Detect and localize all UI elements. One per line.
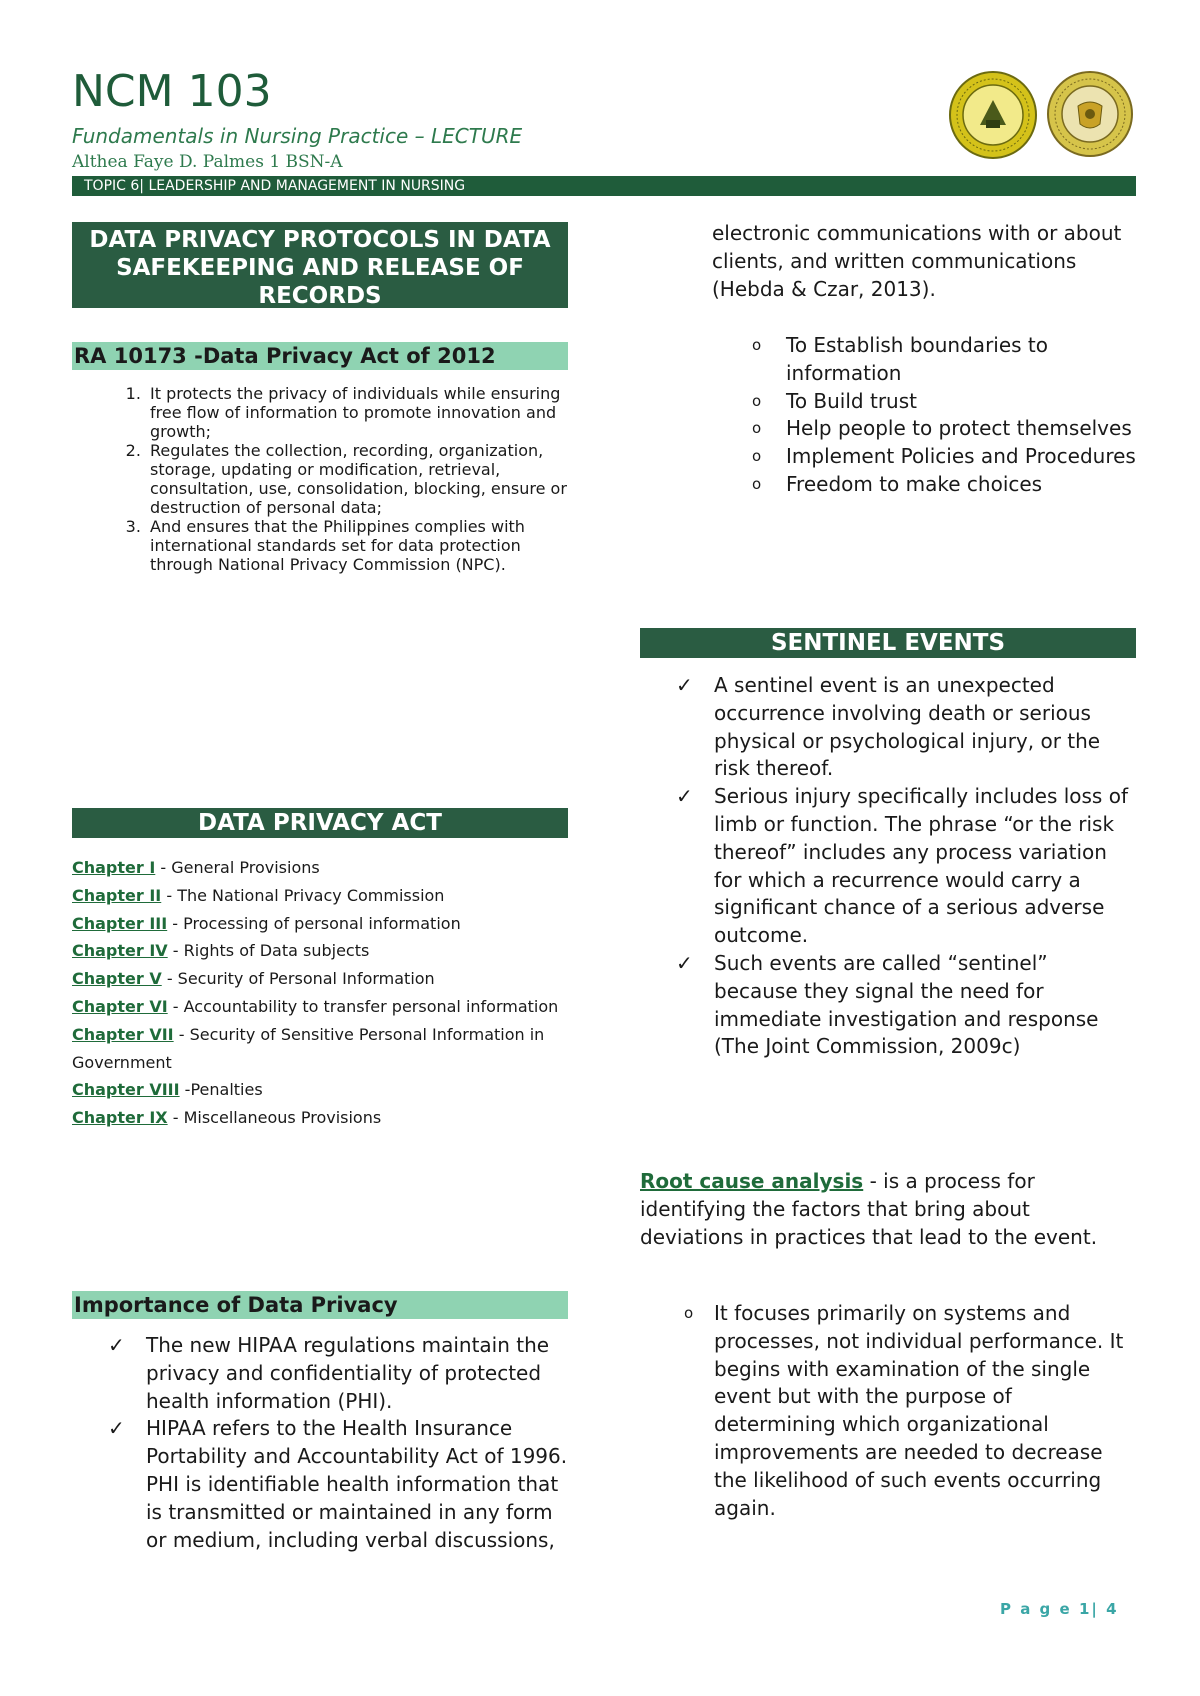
list-item (640, 471, 1136, 499)
importance-list (72, 1332, 568, 1554)
circle-bullet-icon: o (752, 447, 762, 466)
chapter-desc: - Processing of personal information (167, 913, 461, 933)
sentinel-list (640, 672, 1136, 1061)
list-item (640, 415, 1136, 443)
chapter-4-link[interactable]: Chapter IV (72, 941, 168, 961)
circle-bullet-icon: o (752, 391, 762, 410)
list-item-text: To Establish boundaries to information (786, 333, 1049, 385)
list-item-text: Such events are called “sentinel” because they signal the need for immediate investigation and response (The Joint Commission, 2009c) (714, 950, 1099, 1059)
purposes-list-block (640, 332, 1136, 499)
circle-bullet-icon: o (752, 419, 762, 438)
list-item-text: HIPAA refers to the Health Insurance Portability and Accountability Act of 1996. PHI is identifiable health information that is transmitted or maintained in any form or medium, including verbal discussions, (146, 1416, 568, 1552)
chapter-desc: - Security of Personal Information (161, 969, 435, 989)
rca-paragraph-block (640, 1168, 1136, 1251)
list-item (640, 1300, 1136, 1522)
chapter-item (72, 854, 568, 882)
chapter-9-link[interactable]: Chapter IX (72, 1108, 168, 1128)
checkmark-icon: ✓ (676, 784, 693, 809)
importance-heading: Importance of Data Privacy (72, 1291, 568, 1319)
college-seal-logo-1 (948, 70, 1038, 160)
chapter-3-link[interactable]: Chapter III (72, 913, 168, 933)
sentinel-list-block (640, 672, 1136, 1061)
list-item-text: It focuses primarily on systems and processes, not individual performance. It begins with examination of the single event but with the purpose of determining which organizational improvements are needed to decrease the likelihood of such events occurring again. (714, 1301, 1124, 1520)
chapter-1-link[interactable]: Chapter I (72, 858, 156, 877)
list-item: 3. And ensures that the Philippines complies with international standards set for data protection through National Privacy Commission (NPC). (146, 517, 568, 574)
rca-list (640, 1300, 1136, 1522)
chapter-item (72, 1021, 568, 1077)
chapter-desc: - Security of Sensitive Personal Information in Government (72, 1024, 545, 1072)
doc-author: Althea Faye D. Palmes 1 BSN-A (72, 152, 343, 172)
data-privacy-act-heading: DATA PRIVACY ACT (72, 808, 568, 838)
page-total: 4 (1106, 1600, 1119, 1618)
list-item: 1. It protects the privacy of individuals while ensuring free flow of information to promote innovation and growth; (146, 384, 568, 441)
list-item (72, 1332, 568, 1415)
checkmark-icon: ✓ (108, 1416, 125, 1441)
page-label: P a g e (1000, 1600, 1072, 1618)
list-item-text: A sentinel event is an unexpected occurrence involving death or serious physical or psychological injury, or the risk thereof. (714, 673, 1101, 781)
rca-list-block (640, 1300, 1136, 1522)
ra-10173-list-block (72, 384, 568, 574)
rca-term-link[interactable]: Root cause analysis (640, 1169, 864, 1193)
list-item (640, 950, 1136, 1061)
list-item-text: To Build trust (786, 388, 917, 413)
list-item (640, 388, 1136, 416)
chapter-desc: - Accountability to transfer personal information (167, 996, 559, 1016)
continuation-text (712, 220, 1122, 303)
continuation-paragraph: electronic communications with or about clients, and written communications (Hebda & Czar, 2013). (712, 221, 1122, 301)
chapter-7-link[interactable]: Chapter VII (72, 1024, 174, 1044)
list-item (72, 1415, 568, 1554)
list-item (640, 672, 1136, 783)
doc-title: NCM 103 (72, 66, 272, 117)
chapter-item (72, 965, 568, 993)
doc-subtitle: Fundamentals in Nursing Practice – LECTURE (72, 124, 523, 148)
importance-list-block (72, 1332, 568, 1554)
page-number: 1 (1078, 1600, 1092, 1618)
chapter-list (72, 854, 568, 1132)
chapter-desc: -Penalties (179, 1080, 263, 1100)
checkmark-icon: ✓ (676, 673, 693, 697)
section-title-data-privacy-protocols: DATA PRIVACY PROTOCOLS IN DATA SAFEKEEPING AND RELEASE OF RECORDS (72, 222, 568, 308)
checkmark-icon: ✓ (108, 1333, 125, 1357)
college-seal-logo-2 (1046, 70, 1134, 158)
sentinel-events-heading: SENTINEL EVENTS (640, 628, 1136, 658)
chapter-item (72, 993, 568, 1021)
chapter-2-link[interactable]: Chapter II (72, 885, 162, 905)
ra-10173-list (72, 384, 568, 574)
chapter-8-link[interactable]: Chapter VIII (72, 1080, 180, 1100)
circle-bullet-icon: o (752, 336, 762, 354)
chapter-item (72, 910, 568, 938)
circle-bullet-icon: o (684, 1304, 694, 1322)
chapter-item (72, 1104, 568, 1132)
list-item (640, 783, 1136, 950)
list-item-text: The new HIPAA regulations maintain the privacy and confidentiality of protected health information (PHI). (146, 1333, 550, 1413)
list-item-text: Serious injury specifically includes loss of limb or function. The phrase “or the risk thereof” includes any process variation for which a recurrence would carry a significant chance of a serious adverse outcome. (714, 784, 1128, 948)
list-item-text: Freedom to make choices (786, 471, 1043, 496)
list-item-text: Implement Policies and Procedures (786, 444, 1136, 469)
chapter-6-link[interactable]: Chapter VI (72, 996, 168, 1016)
chapter-desc: - General Provisions (155, 858, 320, 877)
chapter-desc: - Rights of Data subjects (167, 941, 370, 961)
list-item (640, 332, 1136, 388)
checkmark-icon: ✓ (676, 950, 693, 975)
topic-bar: TOPIC 6| LEADERSHIP AND MANAGEMENT IN NURSING (72, 176, 1136, 196)
page-separator: | (1091, 1600, 1099, 1618)
rca-paragraph (640, 1168, 1136, 1251)
chapter-item (72, 882, 568, 910)
list-item (640, 443, 1136, 471)
chapter-5-link[interactable]: Chapter V (72, 969, 162, 989)
ra-10173-heading: RA 10173 -Data Privacy Act of 2012 (72, 342, 568, 370)
chapter-item (72, 937, 568, 965)
chapter-desc: - The National Privacy Commission (161, 885, 445, 905)
chapter-desc: - Miscellaneous Provisions (167, 1108, 382, 1128)
rca-definition: - is a process for identifying the factors that bring about deviations in practices that lead to the event. (640, 1169, 1098, 1249)
chapter-item (72, 1076, 568, 1104)
list-item-text: Help people to protect themselves (786, 416, 1132, 441)
list-item: 2. Regulates the collection, recording, organization, storage, updating or modification, retrieval, consultation, use, consolidation, blocking, ensure or destruction of personal data; (146, 441, 568, 517)
page-footer (1000, 1600, 1119, 1618)
circle-bullet-icon: o (752, 474, 762, 493)
purposes-list (640, 332, 1136, 499)
